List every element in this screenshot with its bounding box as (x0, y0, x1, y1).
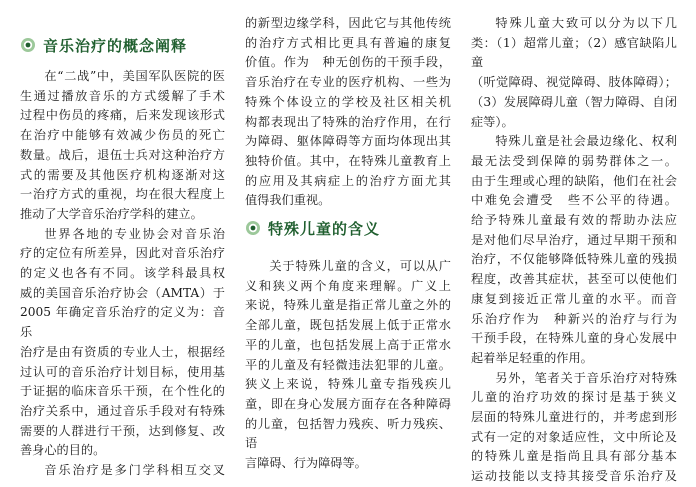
text-line: 值得我们重视。 (245, 193, 331, 208)
text-line: 的定义也各有不同。该学科最具权 (20, 266, 225, 281)
text-line: 全部儿童，既包括发展上低于正常水 (245, 318, 451, 333)
paragraph (245, 14, 451, 211)
text-line: 治疗关系中，通过音乐手段对有特殊 (20, 403, 225, 418)
text-line: 善身心的目的。 (20, 443, 106, 458)
text-line: 层面的特殊儿童进行的，并考虑到形 (471, 410, 677, 425)
text-line: 狭义上来说，特殊儿童专指残疾儿 (245, 377, 451, 392)
text-line: 音乐治疗在专业的医疗机构、一些为 (245, 75, 451, 90)
text-line: 数量。战后，退伍士兵对这种治疗方 (20, 147, 225, 162)
text-line: 威的美国音乐治疗协会（AMTA）于 (20, 285, 225, 300)
text-line: 式有一定的对象适应性，文中所论及 (471, 429, 677, 444)
text-line: 于证据的临床音乐干预，在个性化的 (20, 384, 225, 399)
text-line: 另外，笔者关于音乐治疗对特殊 (495, 370, 677, 385)
text-line: 为障碍、躯体障碍等方面均体现出其 (245, 134, 451, 149)
text-line: 义和狭义两个角度来理解。广义上 (245, 278, 451, 293)
text-line: 中难免会遭受 些不公平的待遇。 (471, 193, 677, 208)
text-column-2 (245, 14, 451, 211)
text-line: 在“二战”中，美国军队医院的医 (44, 69, 225, 83)
text-line: 运动技能以支持其接受音乐治疗及 (471, 469, 677, 484)
text-line: 构都表现出了特殊的治疗作用，在行 (245, 114, 451, 129)
text-line: 平的儿童及有轻微违法犯罪的儿童。 (245, 357, 451, 372)
text-line: 一治疗方式的重视，均在很大程度上 (20, 187, 225, 202)
text-line: 类：（1）超常儿童；（2）感官缺陷儿童 (471, 35, 677, 70)
text-line: （听觉障碍、视觉障碍、肢体障碍）； (471, 75, 677, 90)
text-line: 起着举足轻重的作用。 (471, 350, 593, 365)
paragraph (20, 67, 225, 225)
text-line: 言障碍、行为障碍等。 (245, 456, 367, 471)
leaf-circle-icon (20, 37, 36, 53)
text-column-1 (20, 67, 225, 481)
text-line: 是对他们尽早治疗，通过早期干预和 (471, 232, 677, 247)
text-line: 干预手段，在特殊儿童的身心发展中 (471, 331, 677, 346)
heading-text: 音乐治疗的概念阐释 (43, 36, 188, 55)
text-line: 生通过播放音乐的方式缓解了手术 (20, 88, 225, 103)
text-line: 世界各地的专业协会对音乐治 (44, 226, 225, 241)
text-line: 治疗是由有资质的专业人士，根据经 (20, 344, 225, 359)
text-line: 最无法受到保障的弱势群体之一。 (471, 153, 677, 168)
paragraph (20, 461, 225, 481)
leaf-circle-icon (245, 220, 261, 236)
text-line: 音乐治疗是多门学科相互交叉 (44, 463, 225, 478)
text-line: 特殊儿童是社会最边缘化、权利 (495, 134, 677, 149)
section-heading-special-children-meaning (245, 217, 380, 239)
text-line: 乐治疗作为 种新兴的治疗与行为 (471, 311, 677, 326)
paragraph (245, 257, 451, 474)
text-line: 康复到接近正常儿童的水平。而音 (471, 291, 677, 306)
paragraph (471, 14, 677, 132)
text-line: 儿童的治疗功效的探讨是基于狭义 (471, 390, 677, 405)
text-line: 特殊儿童大致可以分为以下几 (495, 16, 677, 30)
text-line: 由于生理或心理的缺陷，他们在社会 (471, 173, 677, 188)
text-line: 程度，改善其症状，甚至可以使他们 (471, 272, 677, 287)
text-line: 特殊个体设立的学校及社区相关机 (245, 94, 451, 109)
text-line: 推动了大学音乐治疗学科的建立。 (20, 206, 203, 221)
text-line: 关于特殊儿童的含义，可以从广 (269, 259, 451, 273)
text-line: 过程中伤员的疼痛，后来发现该形式 (20, 108, 225, 123)
text-line: 价值。作为 种无创伤的干预手段， (245, 55, 451, 70)
text-line: 治疗，不仅能够降低特殊儿童的残损 (471, 252, 677, 267)
text-line: 给予特殊儿童最有效的帮助办法应 (471, 213, 677, 228)
text-line: 的治疗方式相比更具有普遍的康复 (245, 35, 451, 50)
text-line: 需要的人群进行干预，达到修复、改 (20, 423, 225, 438)
text-line: 的应用及其病症上的治疗方面尤其 (245, 173, 451, 188)
text-line: 症等）。 (471, 114, 514, 129)
text-line: 的新型边缘学科，因此它与其他传统 (245, 16, 451, 30)
text-line: 平的儿童，也包括发展上高于正常水 (245, 337, 451, 352)
text-line: 2005 年确定音乐治疗的定义为：音乐 (20, 305, 225, 340)
text-line: 在治疗中能够有效减少伤员的死亡 (20, 128, 225, 143)
paragraph (471, 369, 677, 487)
text-line: 独特价值。其中，在特殊儿童教育上 (245, 153, 451, 168)
text-column-3 (471, 14, 677, 487)
text-line: 童，即在身心发展方面存在各种障碍 (245, 396, 451, 411)
text-column-2-lower (245, 257, 451, 474)
text-line: 来说，特殊儿童是指正常儿童之外的 (245, 298, 451, 313)
text-line: （3）发展障碍儿童（智力障碍、自闭 (471, 94, 677, 109)
text-line: 疗的定位有所差异，因此对音乐治疗 (20, 246, 225, 261)
text-line: 的儿童，包括智力残疾、听力残疾、语 (245, 416, 451, 451)
text-line: 的特殊儿童是指尚且具有部分基本 (471, 449, 677, 464)
paragraph (20, 225, 225, 461)
text-line: 式的需要及其他医疗机构逐渐对这 (20, 167, 225, 182)
paragraph (471, 132, 677, 368)
text-line: 过认可的音乐治疗计划目标，使用基 (20, 364, 225, 379)
section-heading-music-therapy-concept (20, 34, 187, 56)
heading-text: 特殊儿童的含义 (268, 219, 381, 238)
